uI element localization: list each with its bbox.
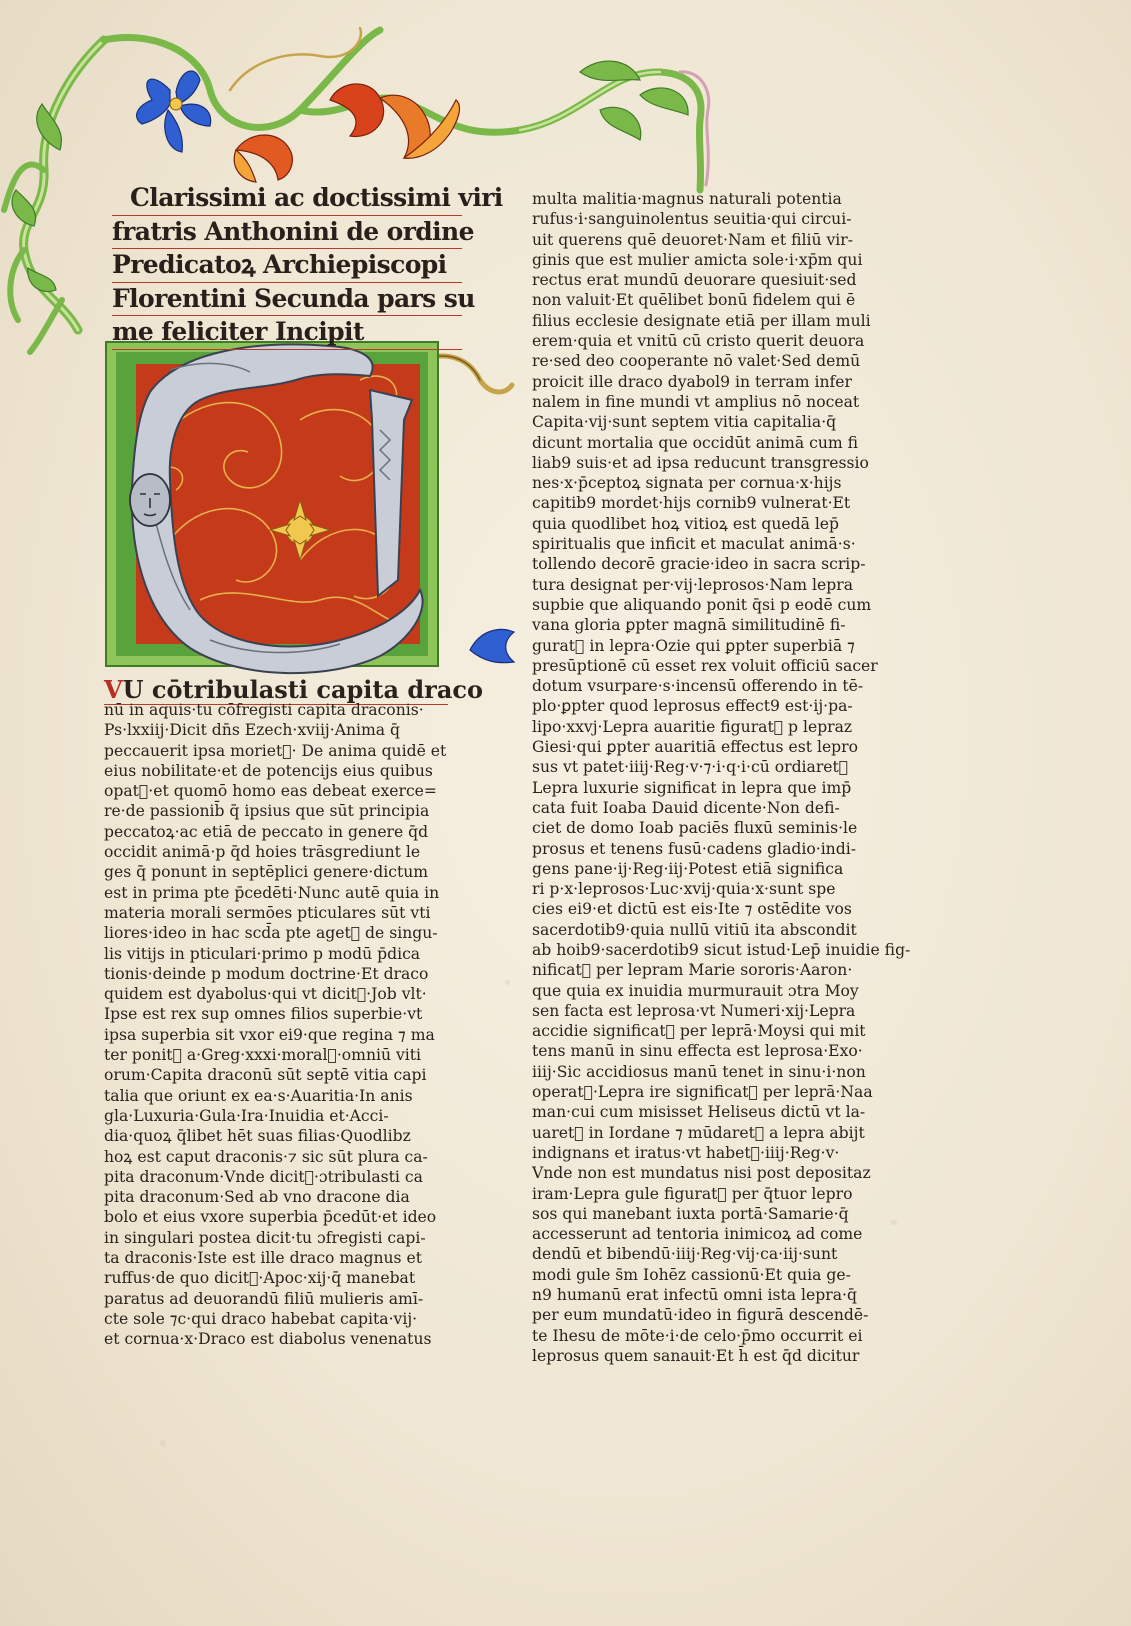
- text-line: pita draconum·Sed ab vno dracone dia: [104, 1188, 410, 1207]
- text-line: rufus·i·sanguinolentus seuitia·qui circui-: [532, 210, 852, 229]
- text-line: ta draconis·Iste est ille draco magnus et: [104, 1249, 422, 1268]
- text-line: nū in aquis·tu cōfregisti capita draconis·: [104, 701, 424, 719]
- text-line: lipo·xxvj·Lepra auaritie figuratᷣ p lepraz: [532, 717, 853, 736]
- text-line: per eum mundatū·ideo in figurā descendē-: [532, 1306, 869, 1325]
- text-line: proicit ille draco dyabol9 in terram infer: [532, 372, 852, 391]
- text-line: est in prima pte p̄cedēti·Nunc autē quia in: [104, 883, 440, 902]
- heading-line: Florentini Secunda pars su: [112, 283, 462, 317]
- historiated-initial-t-icon: [106, 342, 438, 673]
- text-line: occidit animā·p q̄d hoies trāsgrediunt le: [104, 843, 421, 862]
- text-line: Vnde non est mundatus nisi post depositaz: [532, 1164, 871, 1183]
- text-line: guratᷣ in lepra·Ozie qui ꝑpter superbiā ⁊: [532, 636, 855, 655]
- text-line: n9 humanū erat infectū omni ista lepra·q̄: [532, 1286, 857, 1305]
- text-line: dicunt mortalia que occidūt animā cum fi: [532, 433, 859, 452]
- text-line: eius nobilitate·et de potencijs eius quibus: [104, 761, 433, 780]
- text-line: ginis que est mulier amicta sole·i·xp̄m qui: [532, 250, 863, 269]
- text-line: gens pane·ij·Reg·iij·Potest etiā significa: [532, 859, 844, 878]
- text-line: lis vitijs in pticulari·primo p modū p̄dica: [104, 944, 421, 963]
- text-line: ges q̄ ponunt in septēplici genere·dictum: [104, 863, 429, 882]
- text-line: Lepra luxurie significat in lepra que imp̄: [532, 778, 852, 797]
- text-line: non valuit·Et quēlibet bonū fidelem qui ē: [532, 291, 856, 310]
- text-line: vana gloria ꝑpter magnā similitudinē fi-: [532, 616, 846, 635]
- heading-line: Clarissimi ac doctissimi viri: [112, 182, 462, 216]
- text-line: leprosus quem sanauit·Et h̄ est q̄d dicitur: [532, 1346, 860, 1365]
- left-text-column: [104, 700, 448, 1350]
- text-line: liores·ideo in hac scd̄a pte agetᷣ de singu-: [104, 924, 438, 943]
- text-line: tollendo decorē gracie·ideo in sacra scrip-: [532, 555, 866, 574]
- text-line: sen facta est leprosa·vt Numeri·xij·Lepra: [532, 1001, 856, 1020]
- text-line: filius ecclesie designate etiā per illam muli: [532, 311, 871, 330]
- incipit-capital: V: [104, 675, 123, 704]
- text-line: spiritualis que inficit et maculat animā·s·: [532, 535, 856, 554]
- right-text-column: [532, 189, 911, 1366]
- text-line: nes·x·p̄ceptoꝝ signata per cornua·x·hijs: [532, 474, 842, 493]
- text-line: presūptionē cū esset rex voluit officiū sacer: [532, 656, 878, 675]
- text-line: man·cui cum misisset Heliseus dictū vt la-: [532, 1103, 866, 1122]
- text-line: dotum vsurpare·s·incensū offerendo in tē-: [532, 677, 864, 696]
- text-line: quia quodlibet hoꝝ vitioꝝ est quedā lep̄: [532, 514, 840, 533]
- text-line: ri p·x·leprosos·Luc·xvij·quia·x·sunt spe: [532, 880, 836, 899]
- text-line: peccauerit ipsa morietᷣ· De anima quidē et: [104, 741, 447, 760]
- text-line: erem·quia et vnitū cū cristo querit deuora: [532, 332, 865, 351]
- text-line: hoꝝ est caput draconis·⁊ sic sūt plura ca-: [104, 1147, 428, 1166]
- text-line: Giesi·qui ꝑpter auaritiā effectus est lepro: [532, 738, 858, 757]
- text-line: rectus erat mundū deuorare quesiuit·sed: [532, 271, 857, 290]
- text-line: et cornua·x·Draco est diabolus venenatus: [104, 1330, 432, 1349]
- heading-line: me feliciter Incipit: [112, 316, 462, 350]
- text-line: uaretᷣ in Iordane ⁊ mūdaretᷣ a lepra abijt: [532, 1123, 865, 1142]
- text-line: te Ihesu de mōte·i·de celo·p̄mo occurrit ei: [532, 1326, 863, 1345]
- text-line: sos qui manebant iuxta portā·Samarie·q̄: [532, 1204, 849, 1223]
- text-line: tura designat per·vij·leprosos·Nam lepra: [532, 575, 853, 594]
- text-line: tionis·deinde p modum doctrine·Et draco: [104, 964, 429, 983]
- text-line: dendū et bibendū·iiij·Reg·vij·ca·iij·sunt: [532, 1245, 838, 1264]
- text-line: peccatoꝝ·ac etiā de peccato in genere q̄d: [104, 822, 429, 841]
- text-line: dia·quoꝝ q̄libet hēt suas filias·Quodlibz: [104, 1127, 411, 1146]
- rubric-heading: [112, 182, 503, 350]
- text-line: Ipse est rex sup omnes filios superbie·vt: [104, 1005, 423, 1024]
- text-line: tens manū in sinu effecta est leprosa·Exo·: [532, 1042, 863, 1061]
- text-line: indignans et iratus·vt habetᷣ·iiij·Reg·v·: [532, 1143, 840, 1162]
- text-line: que quia ex inuidia murmurauit ɔtra Moy: [532, 981, 859, 1000]
- text-line: bolo et eius vxore superbia p̄cedūt·et ideo: [104, 1208, 437, 1227]
- text-line: nificatᷣ per lepram Marie sororis·Aaron·: [532, 961, 853, 980]
- text-line: accesserunt ad tentoria inimicoꝝ ad come: [532, 1225, 863, 1244]
- text-line: nalem in fine mundi vt amplius nō noceat: [532, 392, 860, 411]
- text-line: capitib9 mordet·hijs cornib9 vulnerat·Et: [532, 494, 851, 513]
- text-line: iram·Lepra gule figuratᷣ per q̄tuor lepro: [532, 1184, 853, 1203]
- text-line: in singulari postea dicit·tu ɔfregisti capi-: [104, 1228, 426, 1247]
- text-line: ter ponitᷣ a·Greg·xxxi·moralᷣ·omniū viti: [104, 1046, 422, 1065]
- text-line: orum·Capita draconū sūt septē vitia capi: [104, 1066, 427, 1085]
- text-line: accidie significatᷣ per leprā·Moysi qui mit: [532, 1022, 866, 1041]
- text-line: modi gule s̄m Iohēz cassionū·Et quia ge-: [532, 1265, 851, 1284]
- text-line: Ps·lxxiij·Dicit dn̄s Ezech·xviij·Anima q̄: [104, 721, 401, 740]
- text-line: re·de passionib̄ q̄ ipsius que sūt principia: [104, 802, 430, 821]
- text-line: pita draconum·Vnde dicitᷣ·ɔtribulasti ca: [104, 1167, 423, 1186]
- text-line: prosus et tenens fusū·cadens gladio·indi-: [532, 839, 856, 858]
- text-line: talia que oriunt ex ea·s·Auaritia·In anis: [104, 1086, 413, 1105]
- text-line: gla·Luxuria·Gula·Ira·Inuidia et·Acci-: [104, 1106, 389, 1125]
- text-line: operatᷣ·Lepra ire significatᷣ per leprā·Naa: [532, 1083, 873, 1102]
- text-line: paratus ad deuorandū filiū mulieris amī-: [104, 1289, 424, 1308]
- text-line: cte sole ⁊c·qui draco habebat capita·vij·: [104, 1309, 418, 1328]
- text-line: liab9 suis·et ad ipsa reducunt transgressio: [532, 453, 869, 472]
- text-line: multa malitia·magnus naturali potentia: [532, 190, 842, 208]
- text-line: sus vt patet·iiij·Reg·v·⁊·i·q·i·cū ordiaretᷣ: [532, 758, 849, 777]
- text-line: plo·ꝑpter quod leprosus effect9 est·ij·pa-: [532, 697, 853, 716]
- text-line: cies ei9·et dictū est eis·Ite ⁊ ostēdite vos: [532, 900, 852, 919]
- text-line: supbie que aliquando ponit q̄si p eodē cum: [532, 595, 872, 614]
- text-line: iiij·Sic accidiosus manū tenet in sinu·i·non: [532, 1062, 866, 1081]
- text-line: ipsa superbia sit vxor ei9·que regina ⁊ ma: [104, 1025, 435, 1044]
- heading-line: Predicatoꝝ Archiepiscopi: [112, 249, 462, 283]
- heading-line: fratris Anthonini de ordine: [112, 216, 462, 250]
- incipit-text: U cōtribulasti capita draco: [122, 675, 483, 704]
- text-line: uit querens quē deuoret·Nam et filiū vir-: [532, 230, 853, 249]
- text-line: opatᷣ·et quomō homo eas debeat exerce=: [104, 782, 437, 801]
- text-line: ruffus·de quo dicitᷣ·Apoc·xij·q̄ manebat: [104, 1269, 416, 1288]
- text-line: quidem est dyabolus·qui vt dicitᷣ·Job vlt·: [104, 985, 427, 1004]
- text-line: ciet de domo Ioab paciēs fluxū seminis·le: [532, 819, 858, 838]
- text-line: sacerdotib9·quia nullū vitiū ita abscondit: [532, 920, 857, 939]
- text-line: Capita·vij·sunt septem vitia capitalia·q̄: [532, 413, 837, 432]
- text-line: cata fuit Ioaba Dauid dicente·Non defi-: [532, 798, 840, 817]
- text-line: ab hoib9·sacerdotib9 sicut istud·Lep̄ inuidie fig-: [532, 940, 911, 959]
- text-line: re·sed deo cooperante nō valet·Sed demū: [532, 352, 861, 371]
- text-line: materia morali sermōes pticulares sūt vti: [104, 903, 431, 922]
